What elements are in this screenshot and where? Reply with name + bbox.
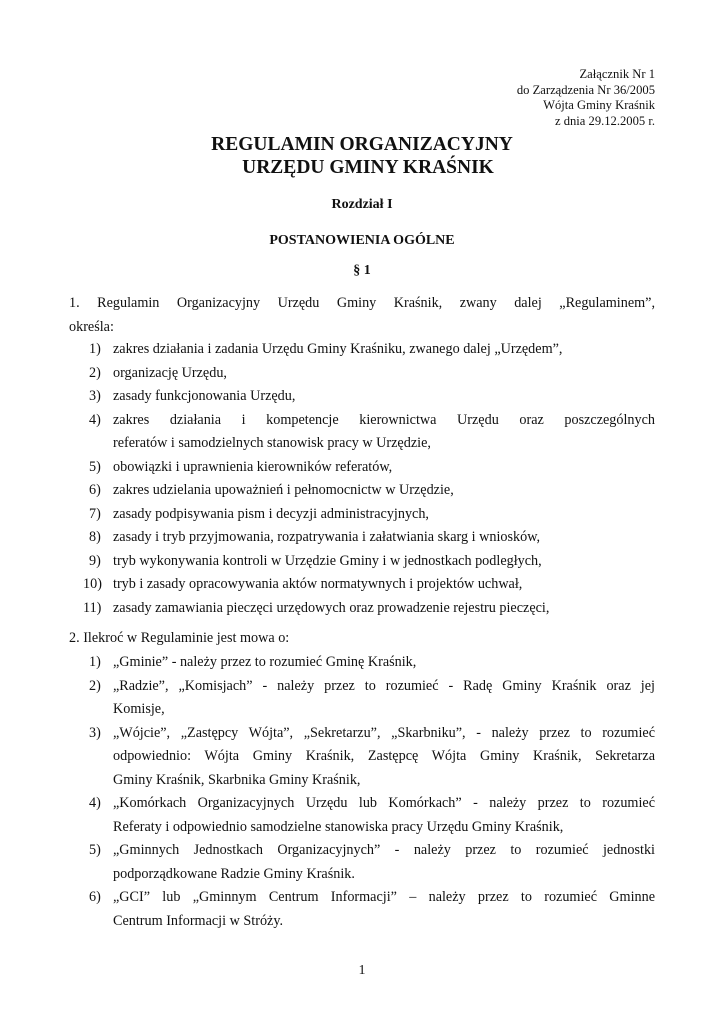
list-item [69,651,655,675]
document-title-line1: REGULAMIN ORGANIZACYJNY [211,134,513,155]
list-item-line: „Gminie” - należy przez to rozumieć Gminę Kraśnik, [113,654,417,670]
list-item-number: 6) [89,482,101,498]
list-item-number: 11) [83,599,102,616]
list-item [69,886,655,933]
document-title-line2: URZĘDU GMINY KRAŚNIK [242,157,494,178]
list-item-line: zakres działania i kompetencje kierownictwa Urzędu oraz poszczególnych [113,411,655,428]
list-item-number: 8) [89,529,101,545]
list-item-line: zakres udzielania upoważnień i pełnomocnictw w Urzędzie, [113,482,454,498]
list-item-line: Komisje, [113,701,165,717]
list-item-line: zakres działania i zadania Urzędu Gminy Kraśniku, zwanego dalej „Urzędem”, [113,341,563,357]
list-item-line: „Radzie”, „Komisjach” - należy przez to rozumieć - Radę Gminy Kraśnik oraz jej [113,677,655,694]
list-item [69,573,655,597]
list-item-line: „GCI” lub „Gminnym Centrum Informacji” – należy przez to rozumieć Gminne [113,889,655,905]
list-item-number: 3) [89,388,101,404]
point1-intro [69,292,655,339]
list-item [69,550,655,574]
list-item-line: referatów i samodzielnych stanowisk pracy w Urzędzie, [113,435,431,451]
page-number: 1 [358,963,366,978]
list-item-line: zasady i tryb przyjmowania, rozpatrywania i załatwiania skarg i wniosków, [113,529,541,545]
list-item [69,675,655,722]
list-item-number: 1) [89,654,101,670]
paragraph-mark: § 1 [353,263,371,278]
list-item-number: 3) [89,724,101,741]
section-heading: POSTANOWIENIA OGÓLNE [269,233,455,248]
list-item [69,503,655,527]
list-item-number: 2) [89,364,101,381]
list-item-number: 5) [89,458,101,475]
list-item-line: obowiązki i uprawnienia kierowników referatów, [113,458,393,475]
list-item-line: tryb i zasady opracowywania aktów normatywnych i projektów uchwał, [113,576,523,592]
point1-list [69,338,655,620]
list-item-number: 1) [89,341,101,357]
list-item-number: 7) [89,505,101,522]
list-item-line: „Komórkach Organizacyjnych Urzędu lub Komórkach” - należy przez to rozumieć [113,795,655,811]
list-item-number: 2) [89,677,101,694]
list-item-line: podporządkowane Radzie Gminy Kraśnik. [113,865,355,882]
list-item-number: 6) [89,889,101,905]
list-item-number: 10) [83,576,102,592]
header-line: Wójta Gminy Kraśnik [543,98,655,112]
list-item-line: „Gminnych Jednostkach Organizacyjnych” - należy przez to rozumieć jednostki [113,842,655,858]
list-item-number: 4) [89,795,101,811]
list-item-line: zasady podpisywania pism i decyzji administracyjnych, [113,505,429,522]
list-item [69,526,655,550]
point2-list [69,651,655,933]
list-item-number: 9) [89,552,101,569]
header-line: Załącznik Nr 1 [579,67,655,81]
list-item [69,839,655,886]
header-line: do Zarządzenia Nr 36/2005 [516,82,655,97]
list-item-line: odpowiednio: Wójta Gminy Kraśnik, Zastępcę Wójta Gminy Kraśnik, Sekretarza [113,748,655,764]
list-item-line: Centrum Informacji w Stróży. [113,912,284,929]
list-item [69,456,655,480]
list-item-line: organizację Urzędu, [113,364,227,381]
list-item [69,362,655,386]
list-item-line: zasady funkcjonowania Urzędu, [113,388,296,404]
header-line: z dnia 29.12.2005 r. [554,113,655,128]
point1-intro-line: 1. Regulamin Organizacyjny Urzędu Gminy Kraśnik, zwany dalej „Regulaminem”, [69,295,655,311]
list-item-number: 4) [89,411,101,428]
list-item-line: zasady zamawiania pieczęci urzędowych oraz prowadzenie rejestru pieczęci, [113,599,550,616]
list-item [69,792,655,839]
attachment-header [517,67,655,129]
list-item-line: tryb wykonywania kontroli w Urzędzie Gminy i w jednostkach podległych, [113,552,542,569]
list-item-line: Referaty i odpowiednio samodzielne stanowiska pracy Urzędu Gminy Kraśnik, [113,818,564,835]
chapter-heading: Rozdział I [331,197,393,212]
list-item [69,409,655,456]
point2-intro: 2. Ilekroć w Regulaminie jest mowa o: [69,630,290,646]
point1-intro-line: określa: [69,318,114,335]
list-item [69,479,655,503]
list-item [69,722,655,793]
list-item [69,338,655,362]
list-item [69,597,655,621]
list-item-number: 5) [89,842,101,858]
list-item-line: „Wójcie”, „Zastępcy Wójta”, „Sekretarzu”, „Skarbniku”, - należy przez to rozumieć [113,724,655,741]
list-item-line: Gminy Kraśnik, Skarbnika Gminy Kraśnik, [113,771,361,788]
list-item [69,385,655,409]
